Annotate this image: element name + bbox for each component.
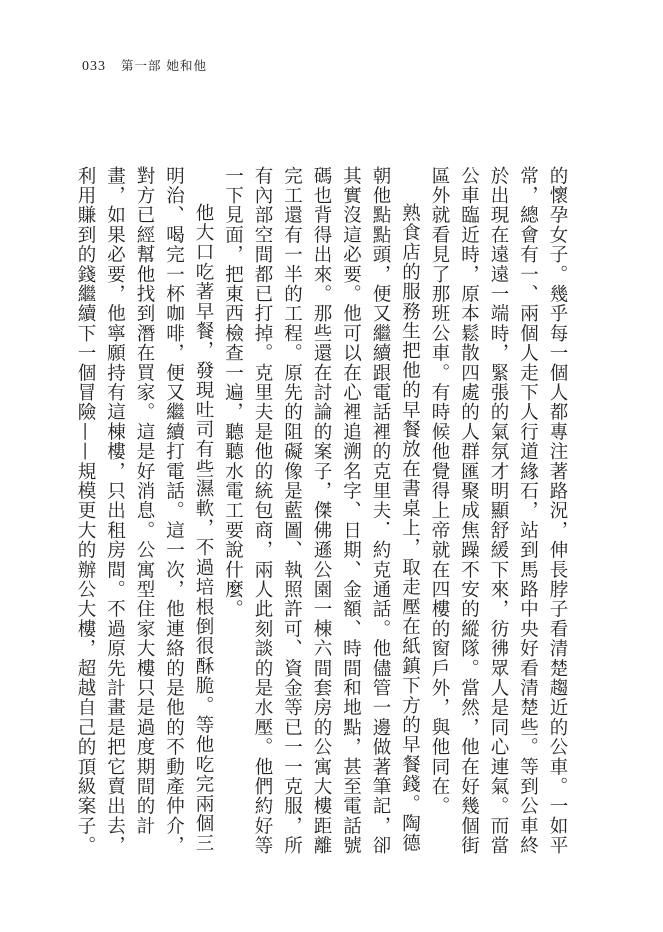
running-head (82, 56, 207, 75)
paragraph: 的懷孕女子。幾乎每一個人都專注著路況，伸長脖子看清楚趨近的公車。一如平常，總會有一、兩個人走下人行道緣石，站到馬路中央好看清楚些。等到公車終於出現在遠遠一端時，緊張的氣氛才明顯舒緩下來，彷彿眾人是同心連氣。而當公車臨近時，原本鬆散四處的人群匯聚成焦躁不安的縱隊。當然，他在好幾個街區外就看見了那班公車。有時候他覺得上帝就在四樓的窗戶外，與他同在。 (429, 166, 568, 856)
paragraph: 熟食店的服務生把他的早餐放在書桌上，取走壓在紙鎮下方的早餐錢。陶德朝他點點頭，便又繼續跟電話裡的克里夫．約克通話。他儘管一邊做著筆記，卻其實沒這必要。他可以在心裡追溯名字、日期、金額、時間和地點，甚至電話號碼也背得出來。那些還在討論的案子，傑佛遜公園一棟六間套房的公寓大樓距離完工還有一半的工程。原先的阻礙像是藍圖、執照許可、資金等已一一克服，所有內部空間都已打掉。克里夫是他的統包商，兩人此刻談的是水壓。他們約好等一下見面，把東西檢查一遍，聽聽水電工要說什麼。 (222, 166, 421, 856)
paragraph: 他大口吃著早餐，發現吐司有些濕軟，不過培根倒很酥脆。等他吃完兩個三明治、喝完一杯咖啡，便又繼續打電話。這一次，他連絡的是他的不動產仲介，對方已經幫他找到潛在買家。這是好消息。公寓型住家大樓只是過度期間的計畫，如果必要，他寧願持有這棟樓，只出租房間。不過原先計畫是把它賣出去，利用賺到的錢繼續下一個冒險——規模更大的辦公大樓，超越自己的頂級案子。 (75, 166, 214, 856)
section-title: 第一部 她和他 (120, 58, 207, 73)
body-text (71, 166, 573, 866)
page-number: 033 (82, 59, 106, 74)
